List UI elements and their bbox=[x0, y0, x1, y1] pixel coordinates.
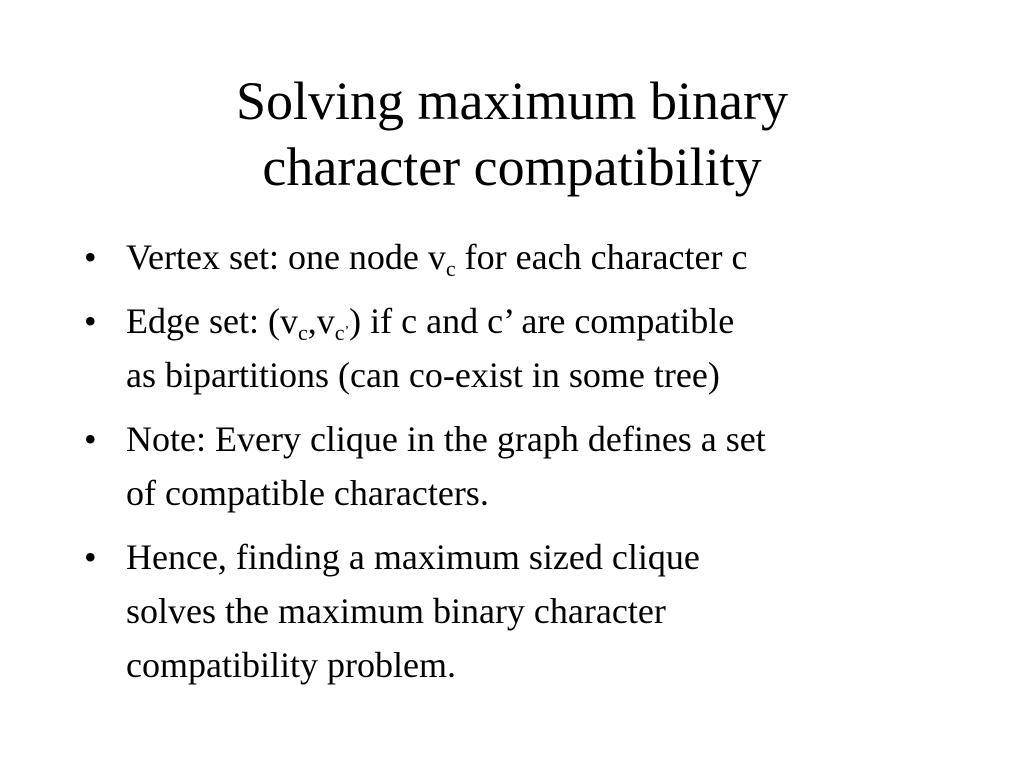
slide-title bbox=[60, 68, 964, 200]
bullet-list bbox=[84, 230, 964, 702]
edge-text-mid: ,v bbox=[307, 301, 335, 341]
bullet-marker: • bbox=[84, 301, 97, 341]
bullet-marker: • bbox=[84, 419, 97, 459]
edge-text-post: ) if c and c’ are compatible bbox=[349, 301, 735, 341]
edge-text-line-2: as bipartitions (can co-exist in some tree) bbox=[126, 355, 720, 395]
edge-subscript-1: c bbox=[297, 320, 308, 345]
bullet-hence bbox=[84, 530, 964, 692]
edge-subscript-2-prime: ’ bbox=[344, 324, 350, 339]
edge-subscript-2 bbox=[335, 320, 349, 345]
edge-subscript-2-letter: c bbox=[334, 320, 345, 345]
bullet-text bbox=[126, 301, 734, 395]
bullet-text bbox=[126, 237, 748, 281]
note-line-1: Note: Every clique in the graph defines a set bbox=[126, 419, 766, 459]
bullet-vertex-set bbox=[84, 230, 964, 284]
bullet-marker: • bbox=[84, 537, 97, 577]
hence-line-1: Hence, finding a maximum sized clique bbox=[126, 537, 700, 577]
bullet-text bbox=[126, 537, 700, 685]
note-line-2: of compatible characters. bbox=[126, 473, 489, 513]
title-line-2: character compatibility bbox=[262, 137, 762, 197]
edge-text-pre: Edge set: (v bbox=[126, 301, 298, 341]
hence-line-2: solves the maximum binary character bbox=[126, 591, 666, 631]
vertex-text-pre: Vertex set: one node v bbox=[126, 237, 446, 277]
bullet-note bbox=[84, 412, 964, 520]
bullet-text bbox=[126, 419, 766, 513]
vertex-subscript: c bbox=[445, 256, 456, 281]
bullet-edge-set bbox=[84, 294, 964, 402]
bullet-marker: • bbox=[84, 237, 97, 277]
hence-line-3: compatibility problem. bbox=[126, 645, 456, 685]
vertex-text-post: for each character c bbox=[455, 237, 748, 277]
title-line-1: Solving maximum binary bbox=[236, 71, 788, 131]
